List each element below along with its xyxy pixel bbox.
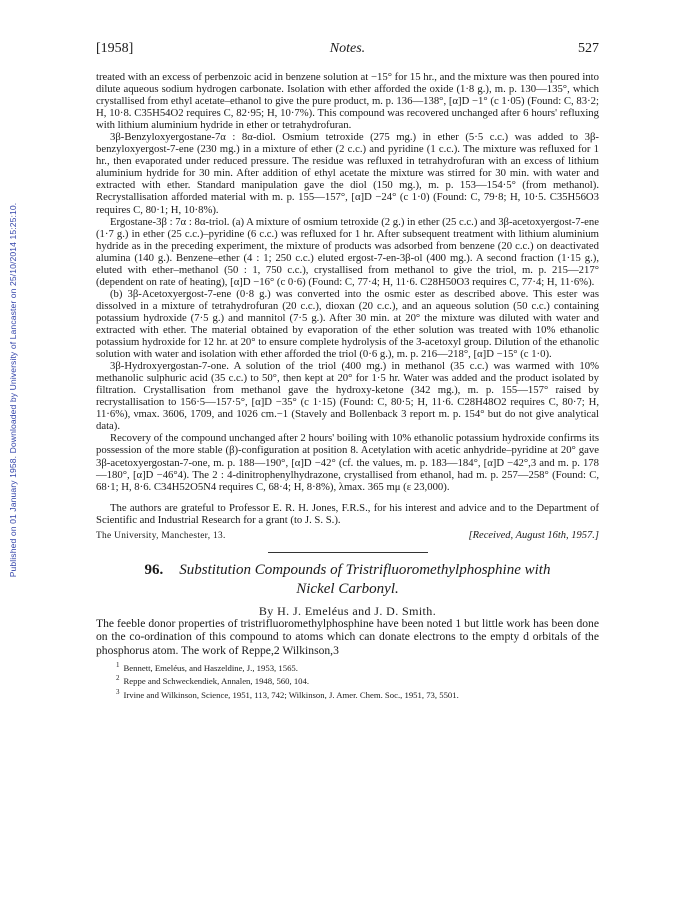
article-authors: By H. J. Emeléus and J. D. Smith.: [258, 603, 437, 618]
affiliation-line: [96, 530, 599, 542]
affiliation: The University, Manchester, 13.: [96, 530, 226, 541]
header-page-number: 527: [578, 41, 599, 56]
footnote-text: Reppe and Schweckendiek, Annalen, 1948, 560, 104.: [123, 676, 310, 687]
header-journal: Notes.: [329, 41, 366, 56]
article-body: [96, 71, 599, 700]
paragraph-hydroxy-ketone: 3β-Hydroxyergostan-7-one. A solution of the triol (400 mg.) in methanol (35 c.c.) was warmed with 10% methanolic sulphuric acid (35 c.c.) to 50°, then kept at 20° for 1·5 hr. Water was added and the product isolated by filtration. Crystallisation from methanol gave the hydroxy-ketone (342 mg.), m. p. 155—157° raised by recrystallisation to 156·5—157·5°, [α]D −35° (c 1·15) (Found: C, 80·5; H, 11·6. C28H48O2 requires C, 80·7; H, 11·6%), νmax. 3606, 1709, and 1026 cm.−1 (Stavely and Bollenback 3 report m. p. 154° but do not give analytical data).: [96, 360, 599, 433]
paragraph-triol-a: Ergostane-3β : 7α : 8α-triol. (a) A mixture of osmium tetroxide (2 g.) in ether (25 c.c.) and 3β-acetoxyergost-7-ene (1·7 g.) in ether (25 c.c.)–pyridine (6 c.c.) was refluxed for 1 hr. After subsequent treatment with lithium aluminium hydride as in the preceding experiment, the mixture of products was adsorbed from benzene (20 c.c.) on deactivated alumina (140 g.). Benzene–ether (4 : 1; 250 c.c.) eluted ergost-7-en-3β-ol (400 mg.). A second fraction (1·15 g.), eluted with ether–methanol (50 : 1, 750 c.c.), crystallised from methanol to give the triol, m. p. 215—217° (dependent on rate of heating), [α]D −16° (c 0·6) (Found: C, 77·4; H, 11·6. C28H50O3 requires C, 77·4; H, 11·6%).: [96, 215, 599, 288]
article-intro: The feeble donor properties of tristrifluoromethylphosphine have been noted 1 but little work has been done on the co-ordination of this compound to atoms which can donate electrons to the empty d orbitals of the phosphorus atom. The work of Reppe,2 Wilkinson,3: [96, 616, 599, 657]
footnote-2: [96, 673, 599, 686]
paragraph-triol-b: (b) 3β-Acetoxyergost-7-ene (0·8 g.) was converted into the osmic ester as described above. This ester was dissolved in a mixture of tetrahydrofuran (20 c.c.), dioxan (20 c.c.), and an aqueous solution (50 c.c.) containing potassium hydroxide (7·5 g.) and mannitol (7·5 g.). After 30 min. at 20° the mixture was diluted with water and extracted with ether. The material obtained by evaporation of the ether solution was treated with 10% ethanolic potassium hydroxide for 12 hr. at 20° to ensure complete hydrolysis of the 3-acetoxyl group. Dilution of the ethanolic solution with water and isolation with ether afforded the triol (0·6 g.), m. p. 216—218°, [α]D −15° (c 1·0).: [96, 287, 599, 361]
footnote-number: 2: [116, 674, 120, 683]
download-watermark-text[interactable]: Published on 01 January 1958. Downloaded by University of Lancaster on 25/10/2014 15:25:10.: [8, 202, 18, 578]
footnote-number: 3: [116, 687, 120, 696]
paragraph-acknowledgement: The authors are grateful to Professor E. R. H. Jones, F.R.S., for his interest and advice and to the Department of Scientific and Industrial Research for a grant (to J. S. S.).: [96, 501, 599, 526]
article-title-block: [96, 561, 599, 599]
paragraph-oxide: treated with an excess of perbenzoic acid in benzene solution at −15° for 15 hr., and the mixture was then poured into dilute aqueous sodium hydrogen carbonate. Isolation with ether afforded the oxide (1·8 g.), m. p. 130—135°, which crystallised from ethyl acetate–ethanol to give the pure product, m. p. 136—138°, [α]D −1° (c 1·05) (Found: C, 83·2; H, 10·8. C35H54O2 requires C, 82·95; H, 10·7%). This compound was recovered unchanged after 6 hours' refluxing with lithium aluminium hydride in ether or tetrahydrofuran.: [96, 71, 599, 132]
paragraph-diol: 3β-Benzyloxyergostane-7α : 8α-diol. Osmium tetroxide (275 mg.) in ether (5·5 c.c.) was added to 3β-benzyloxyergost-7-ene (230 mg.) in a mixture of ether (2 c.c.) and pyridine (1 c.c.). The mixture was refluxed for 1 hr., then evaporated under reduced pressure. The residue was refluxed in tetrahydrofuran with an excess of lithium aluminium hydride for 30 min. After addition of ethyl acetate the mixture was stirred for 30 min. with water and extracted with ether. Standard manipulation gave the diol (150 mg.), m. p. 153—154·5° (from methanol). Recrystallisation afforded material with m. p. 155—157°, [α]D −24° (c 1·0) (Found: C, 79·8; H, 10·5. C35H56O3 requires C, 80·1; H, 10·8%).: [96, 131, 599, 216]
footnote-1: [96, 660, 599, 673]
footnote-text: Irvine and Wilkinson, Science, 1951, 113, 742; Wilkinson, J. Amer. Chem. Soc., 1951, 73, 5501.: [123, 689, 459, 700]
footnote-3: [96, 687, 599, 700]
footnote-number: 1: [116, 661, 120, 670]
article-title-part-2: Nickel Carbonyl.: [296, 580, 399, 597]
header-year: [1958]: [96, 41, 134, 56]
download-watermark: [6, 130, 20, 650]
article-number: 96.: [144, 561, 164, 578]
paragraph-recovery: Recovery of the compound unchanged after 2 hours' boiling with 10% ethanolic potassium hydroxide confirms its possession of the more stable (β)-configuration at position 8. Acetylation with acetic anhydride–pyridine at 20° gave 3β-acetoxyergostan-7-one, m. p. 188—190°, [α]D −42° (cf. the values, m. p. 183—184°, [α]D −42°,3 and m. p. 178—180°, [α]D −46°4). The 2 : 4-dinitrophenylhydrazone, crystallised from ethanol, had m. p. 257—258° (Found: C, 68·1; H, 8·6. C34H52O5N4 requires C, 68·4; H, 8·8%), λmax. 365 mμ (ε 23,000).: [96, 432, 599, 493]
received-date: [Received, August 16th, 1957.]: [468, 529, 599, 541]
running-header: [96, 41, 599, 61]
article-title-line-1: [96, 561, 599, 580]
article-title-part-1: Substitution Compounds of Tristrifluoromethylphosphine with: [179, 561, 551, 578]
footnotes: [96, 660, 599, 700]
footnote-text: Bennett, Emeléus, and Haszeldine, J., 1953, 1565.: [123, 662, 298, 673]
article-title-line-2: [96, 580, 599, 599]
article-divider: [268, 552, 428, 553]
